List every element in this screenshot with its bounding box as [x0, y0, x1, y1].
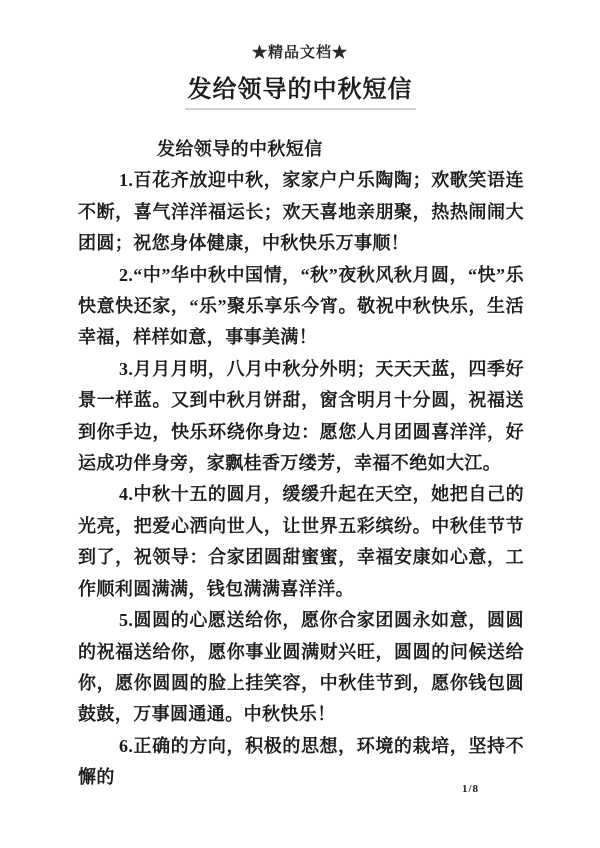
- paragraph: 4.中秋十五的圆月，缓缓升起在天空，她把自己的光亮，把爱心洒向世人，让世界五彩缤纷。中秋佳节节到了，祝领导：合家团圆甜蜜蜜，幸福安康如心意，工作顺利圆满满，钱包满满喜洋洋。: [78, 484, 524, 599]
- watermark-header: ★精品文档★: [251, 45, 348, 61]
- paragraph: 2.“中”华中秋中国情，“秋”夜秋风秋月圆，“快”乐快意快还家，“乐”聚乐享乐今宵。敬祝中秋快乐，生活幸福，样样如意，事事美满！: [78, 264, 524, 348]
- document-title: 发给领导的中秋短信: [185, 69, 416, 110]
- paragraph: 5.圆圆的心愿送给你，愿你合家团圆永如意，圆圆的祝福送给你，愿你事业圆满财兴旺，圆圆的问候送给你，愿你圆圆的脸上挂笑容，中秋佳节到，愿你钱包圆鼓鼓，万事圆通通。中秋快乐！: [78, 610, 524, 725]
- title-container: [0, 69, 600, 110]
- page-number: 1/8: [462, 783, 480, 795]
- body-heading: 发给领导的中秋短信: [157, 139, 323, 159]
- paragraph: 1.百花齐放迎中秋，家家户户乐陶陶；欢歌笑语连不断，喜气洋洋福运长；欢天喜地亲朋聚，热热闹闹大团圆；祝您身体健康，中秋快乐万事顺！: [78, 170, 524, 254]
- paragraph: 3.月月月明，八月中秋分外明；天天天蓝，四季好景一样蓝。又到中秋月饼甜，窗含明月十分圆，祝福送到你手边，快乐环绕你身边：愿您人月团圆喜洋洋，好运成功伴身旁，家飘桂香万缕芳，幸福不绝如大江。: [78, 358, 524, 474]
- paragraph: 6.正确的方向，积极的思想，环境的栽培，坚持不懈的: [78, 735, 524, 788]
- document-body: [78, 134, 524, 794]
- paragraph-list: [78, 165, 524, 793]
